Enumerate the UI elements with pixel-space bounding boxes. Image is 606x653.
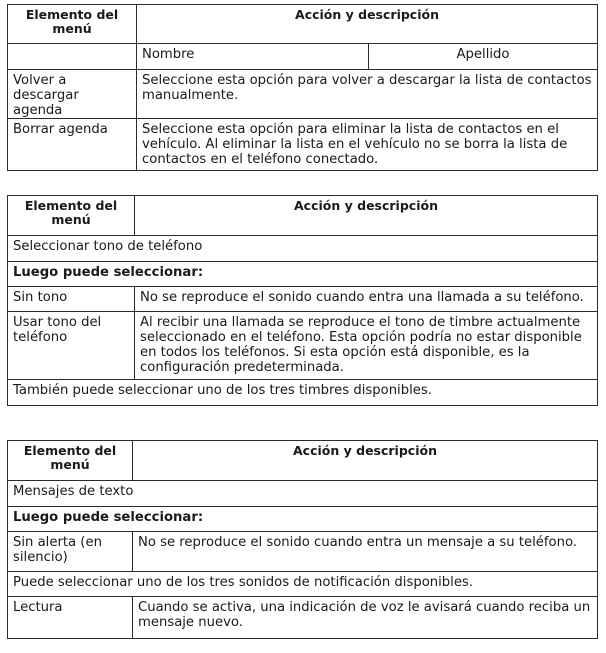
- contacts-menu-table: [7, 4, 598, 171]
- first-name-option: Nombre: [137, 44, 369, 70]
- header-action-description: Acción y descripción: [137, 5, 598, 44]
- desc-reading: Cuando se activa, una indicación de voz le avisará cuando reciba un mensaje nuevo.: [133, 597, 598, 639]
- desc-delete-phonebook: Seleccione esta opción para eliminar la lista de contactos en el vehículo. Al eliminar la lista en el vehículo no se borra la lista de contactos en el teléfono conectado.: [137, 119, 598, 171]
- blank-cell: [8, 44, 137, 70]
- ringtone-menu-table: [7, 195, 598, 406]
- menu-item-no-ringtone: Sin tono: [8, 287, 135, 312]
- then-select-label: Luego puede seleccionar:: [8, 262, 598, 287]
- menu-item-use-phone-ringtone: Usar tono del teléfono: [8, 312, 135, 380]
- section-select-ringtone: Seleccionar tono de teléfono: [8, 236, 598, 262]
- header-menu-item: Elemento del menú: [8, 441, 133, 481]
- footer-ringtone-note: También puede seleccionar uno de los tres timbres disponibles.: [8, 380, 598, 406]
- notification-sounds-note: Puede seleccionar uno de los tres sonidos de notificación disponibles.: [8, 572, 598, 597]
- desc-redownload-phonebook: Seleccione esta opción para volver a descargar la lista de contactos manualmente.: [137, 70, 598, 119]
- section-text-messages: Mensajes de texto: [8, 481, 598, 507]
- header-action-description: Acción y descripción: [135, 196, 598, 236]
- header-menu-item: Elemento del menú: [8, 5, 137, 44]
- menu-item-reading: Lectura: [8, 597, 133, 639]
- menu-item-silent-alert: Sin alerta (en silencio): [8, 532, 133, 572]
- header-menu-item: Elemento del menú: [8, 196, 135, 236]
- header-action-description: Acción y descripción: [133, 441, 598, 481]
- desc-silent-alert: No se reproduce el sonido cuando entra un mensaje a su teléfono.: [133, 532, 598, 572]
- menu-item-redownload-phonebook: Volver a descargar agenda: [8, 70, 137, 119]
- desc-no-ringtone: No se reproduce el sonido cuando entra una llamada a su teléfono.: [135, 287, 598, 312]
- menu-item-delete-phonebook: Borrar agenda: [8, 119, 137, 171]
- last-name-option: Apellido: [369, 44, 598, 70]
- desc-use-phone-ringtone: Al recibir una llamada se reproduce el tono de timbre actualmente seleccionado en el teléfono. Esta opción podría no estar disponible en todos los teléfonos. Si esta opción está disponible, es la configuración predeterminada.: [135, 312, 598, 380]
- text-messages-menu-table: [7, 440, 598, 639]
- then-select-label: Luego puede seleccionar:: [8, 507, 598, 532]
